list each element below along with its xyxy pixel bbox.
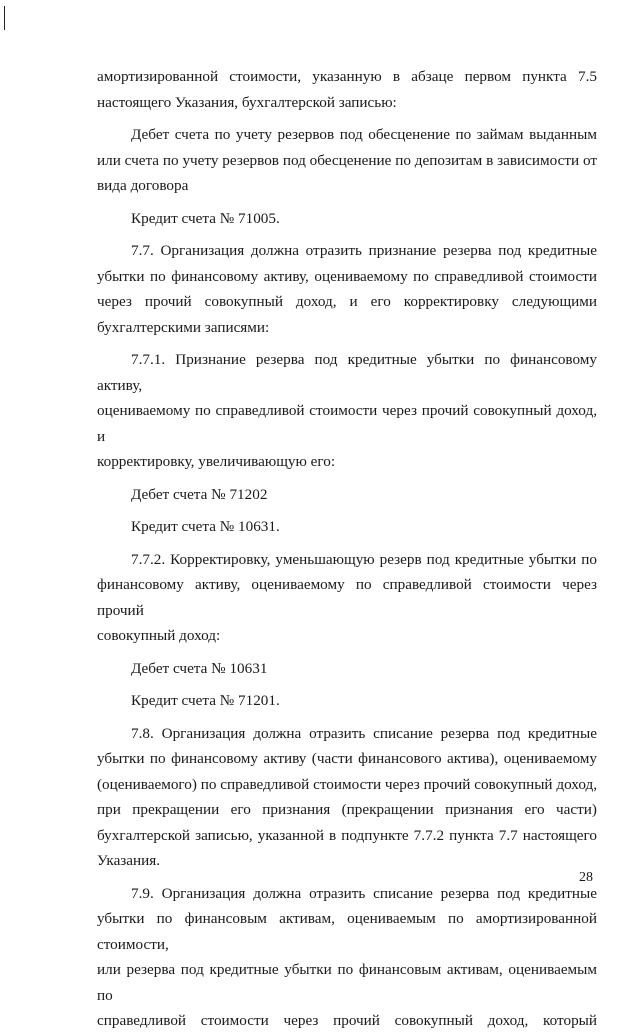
paragraph (97, 547, 597, 649)
text-line: 7.7.2. Корректировку, уменьшающую резерв под кредитные убытки по (131, 550, 597, 568)
text-line: вида договора (97, 177, 189, 194)
text-line: 7.8. Организация должна отразить списание резерва под кредитные (131, 724, 597, 742)
text-line: 7.7.1. Признание резерва под кредитные убытки по финансовому активу, (97, 351, 597, 394)
text-line: 7.9. Организация должна отразить списание резерва под кредитные (131, 884, 597, 902)
document-body (97, 64, 597, 1034)
paragraph (97, 514, 597, 540)
paragraph (97, 64, 597, 115)
paragraph (97, 881, 597, 1034)
paragraph (97, 206, 597, 232)
text-line: убытки по финансовым активам, оцениваемым по амортизированной стоимости, (97, 910, 597, 953)
text-line: финансовому активу, оцениваемому по справедливой стоимости через прочий (97, 576, 597, 619)
page-number: 28 (579, 870, 593, 885)
paragraph (97, 238, 597, 340)
text-line: при прекращении его признания (прекращении признания его части) (97, 801, 597, 818)
text-line: бухгалтерскими записями: (97, 318, 270, 336)
paragraph (97, 656, 597, 682)
text-line: убытки по финансовому активу (части финансового актива), оцениваемому (97, 750, 597, 767)
paragraph (97, 347, 597, 475)
text-line: Кредит счета № 10631. (131, 518, 280, 535)
text-line: настоящего Указания, бухгалтерской записью: (97, 93, 397, 111)
text-line: Кредит счета № 71005. (131, 209, 280, 227)
text-line: совокупный доход: (97, 627, 221, 644)
text-line: через прочий совокупный доход, и его корректировку следующими (97, 293, 597, 310)
text-line: или счета по учету резервов под обесценение по депозитам в зависимости от (97, 151, 597, 169)
paragraph (97, 688, 597, 714)
text-line: корректировку, увеличивающую его: (97, 453, 336, 470)
text-line: оцениваемому по справедливой стоимости через прочий совокупный доход, и (97, 402, 597, 445)
text-line: справедливой стоимости через прочий совокупный доход, который (97, 1012, 597, 1029)
paragraph (97, 482, 597, 508)
text-line: Кредит счета № 71201. (131, 692, 280, 709)
text-line: или резерва под кредитные убытки по финансовым активам, оцениваемым по (97, 961, 597, 1004)
margin-mark (4, 6, 5, 30)
paragraph (97, 122, 597, 199)
text-line: (оцениваемого) по справедливой стоимости через прочий совокупный доход, (97, 775, 597, 793)
text-line: Дебет счета № 10631 (131, 659, 268, 677)
text-line: Дебет счета по учету резервов под обесценение по займам выданным (131, 126, 597, 143)
paragraph (97, 721, 597, 874)
text-line: амортизированной стоимости, указанную в абзаце первом пункта 7.5 (97, 68, 597, 85)
text-line: Дебет счета № 71202 (131, 485, 268, 503)
text-line: бухгалтерской записью, указанной в подпункте 7.7.2 пункта 7.7 настоящего (97, 826, 597, 844)
text-line: 7.7. Организация должна отразить признание резерва под кредитные (131, 242, 597, 259)
text-line: убытки по финансовому активу, оцениваемому по справедливой стоимости (97, 267, 597, 285)
text-line: Указания. (97, 852, 161, 869)
